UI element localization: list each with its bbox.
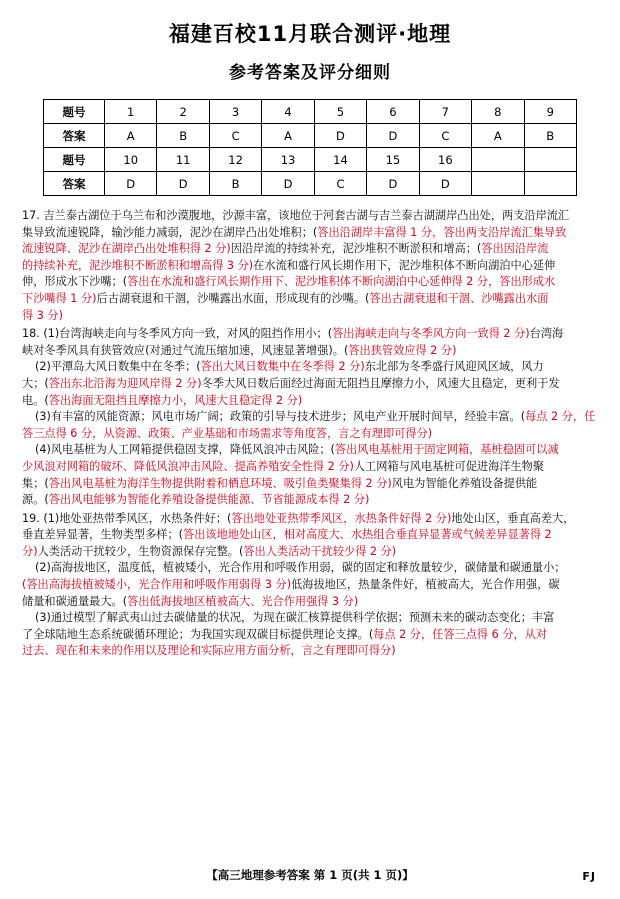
- cell-a-1: A: [105, 124, 157, 148]
- cell-q-1: 1: [105, 100, 157, 124]
- cell-q-12: 12: [209, 148, 261, 172]
- answer-line: [22, 409, 598, 426]
- answer-key-table: [43, 99, 577, 196]
- cell-q-3: 3: [209, 100, 261, 124]
- footer-text: 【高三地理参考答案 第 1 页(共 1 页)】: [206, 868, 414, 882]
- cell-a-16: D: [419, 172, 471, 196]
- page-subtitle: 参考答案及评分细则: [229, 63, 391, 83]
- scoring-note-text: 答出风电能够为智能化养殖设备提供能源、节省能源成本得 2 分): [48, 493, 370, 507]
- page-title: 福建百校11月联合测评·地理: [168, 22, 452, 46]
- scoring-note-text: 得 3 分): [22, 308, 63, 322]
- cell-a-11: D: [157, 172, 209, 196]
- cell-q-2: 2: [157, 100, 209, 124]
- answer-line: [22, 241, 598, 258]
- cell-q-8: 8: [472, 100, 524, 124]
- cell-a-14: C: [314, 172, 366, 196]
- cell-q-5: 5: [314, 100, 366, 124]
- answer-text: 源。(: [22, 493, 49, 507]
- cell-q-7: 7: [419, 100, 471, 124]
- scoring-note-text: 答出人类活动干扰较少得 2 分): [243, 544, 397, 558]
- answer-text: 储量和碳通量最大。(: [22, 594, 128, 608]
- answer-text: 东北部为冬季盛行风迎风区域，风力: [364, 360, 544, 374]
- answer-line: [22, 492, 598, 509]
- answer-text: 因沿岸流的持续补充，泥沙堆积不断淤积和增高；(: [230, 242, 482, 256]
- answer-line: [22, 225, 598, 242]
- scoring-note-text: 答出在水流和盛行风长期作用下、泥沙堆积体不断向湖泊中心延伸得 2 分，答出形成水: [127, 275, 556, 289]
- answer-text: 峡对冬季风具有狭管效应(对通过气流压缩加速，风速显著增强)。(: [22, 343, 349, 357]
- scoring-note-text: 每点 2 分，任: [525, 410, 596, 424]
- row-header-question-2: 题号: [44, 148, 105, 172]
- answer-line: [22, 476, 598, 493]
- answer-text: 台湾海: [529, 327, 564, 341]
- table-row: [44, 148, 577, 172]
- cell-q-10: 10: [105, 148, 157, 172]
- answer-text: 集；(: [22, 476, 49, 490]
- answer-line: [22, 560, 598, 577]
- cell-a-9: B: [524, 124, 577, 148]
- answer-text: (4)风电基桩为人工网箱提供稳固支撑，降低风浪冲击风险；(: [35, 443, 335, 457]
- answers-body: [22, 208, 598, 660]
- answer-text: (3)通过模型了解武夷山过去碳储量的状况，为现在碳汇核算提供科学依据；预测未来的碳动态变化；丰富: [35, 611, 555, 625]
- answer-line: [22, 627, 598, 644]
- answer-line: [22, 459, 598, 476]
- answer-text: 了全球陆地生态系统碳循环理论；为我国实现双碳目标提供理论支撑。(: [22, 627, 374, 641]
- scoring-note-text: 答出大风日数集中在冬季得 2 分): [200, 360, 365, 374]
- answer-line: [22, 291, 598, 308]
- answer-text: 电。(: [22, 393, 49, 407]
- row-header-answer-2: 答案: [44, 172, 105, 196]
- answer-line: [22, 274, 598, 291]
- answer-line: [22, 544, 598, 561]
- answer-text: 在水流和盛行风长期作用下，泥沙堆积体不断向湖泊中心延伸: [253, 258, 556, 272]
- row-header-question-1: 题号: [44, 100, 105, 124]
- table-row: [44, 100, 577, 124]
- scoring-note-text: 答出风电基桩为海洋生物提供附着和栖息环境、吸引鱼类聚集得 2 分): [48, 476, 392, 490]
- cell-q-14: 14: [314, 148, 366, 172]
- table-row: [44, 172, 577, 196]
- answer-text: 低海拔地区，热量条件好，植被高大，光合作用强，碳: [291, 578, 560, 592]
- cell-q-15: 15: [367, 148, 419, 172]
- answer-line: [22, 359, 598, 376]
- cell-a-7: C: [419, 124, 471, 148]
- cell-a-15: D: [367, 172, 419, 196]
- cell-a-4: A: [262, 124, 314, 148]
- scoring-note-text: 答出风电基桩用于固定网箱，基桩稳固可以减: [334, 443, 559, 457]
- answer-text: 19. (1)地处亚热带季风区，水热条件好；(: [22, 511, 232, 525]
- answer-sheet-page: [0, 18, 620, 899]
- answer-line: [22, 208, 598, 225]
- scoring-note-text: 少风浪对网箱的破坏、降低风浪冲击风险、提高养殖安全性得 2 分): [22, 459, 354, 473]
- scoring-note-text: 过去、现在和未来的作用以及理论和实际应用方面分析，言之有理即可得分): [22, 644, 396, 658]
- answer-table-body: [44, 100, 577, 196]
- cell-q-16: 16: [419, 148, 471, 172]
- footer-code: FJ: [582, 870, 596, 883]
- answer-text: 人类活动干扰较少，生物资源保存完整。(: [37, 544, 244, 558]
- answer-text: 集导致流速锐降，输沙能力减弱，泥沙在湖岸凸出处堆积；(: [22, 225, 318, 239]
- scoring-note-text: 答出古湖衰退和干涸、沙嘴露出水面: [369, 291, 549, 305]
- answer-block-q17: [22, 208, 598, 324]
- answer-line: [22, 643, 598, 660]
- answer-line: [22, 393, 598, 410]
- answer-block-q18: [22, 326, 598, 509]
- cell-a-13: D: [262, 172, 314, 196]
- answer-text: 伸，形成水下沙嘴；(: [22, 275, 128, 289]
- answer-line: [22, 594, 598, 611]
- cell-q-6: 6: [367, 100, 419, 124]
- answer-text: 17. 吉兰泰古湖位于乌兰布和沙漠腹地，沙源丰富，该地位于河套古湖与吉兰泰古湖湖岸凸出处，两支沿岸流汇: [22, 209, 570, 222]
- cell-empty-1: [472, 148, 524, 172]
- scoring-note-text: (答出高海拔植被矮小，光合作用和呼吸作用弱得 3 分): [22, 578, 292, 592]
- answer-text: 垂直差异显著，生物类型多样；(: [22, 528, 183, 542]
- cell-empty-2: [524, 148, 577, 172]
- answer-line: [22, 258, 598, 275]
- answer-line: [22, 610, 598, 627]
- cell-a-6: D: [367, 124, 419, 148]
- answer-line: [22, 577, 598, 594]
- answer-text: (2)高海拔地区，温度低，植被矮小，光合作用和呼吸作用弱，碳的固定和释放量较少，碳储量和碳通量小；: [35, 561, 566, 575]
- scoring-note-text: 答出因沿岸流: [481, 242, 549, 256]
- scoring-note-text: 答出沿湖岸丰富得 1 分，答出两支沿岸流汇集导致: [317, 225, 567, 239]
- cell-q-13: 13: [262, 148, 314, 172]
- cell-a-12: B: [209, 172, 261, 196]
- answer-text: (3)有丰富的风能资源；风电市场广阔；政策的引导与技术进步；风电产业开展时间早，经验丰富。(: [35, 410, 526, 424]
- scoring-note-text: 答出海峡走向与冬季风方向一致得 2 分): [332, 327, 530, 341]
- scoring-note-text: 每点 2 分，任答三点得 6 分，从对: [373, 627, 548, 641]
- scoring-note-text: 答出狭管效应得 2 分): [348, 343, 457, 357]
- answer-line: [22, 343, 598, 360]
- answer-text: 后古湖衰退和干涸，沙嘴露出水面，形成现有的沙嘴。(: [96, 291, 370, 305]
- answer-text: 人工网箱与风电基桩可促进海洋生物聚: [353, 459, 545, 473]
- cell-empty-4: [524, 172, 577, 196]
- answer-line: [22, 426, 598, 443]
- scoring-note-text: 答三点得 6 分，从资源、政策、产业基础和市场需求等角度答，言之有理即可得分): [22, 426, 433, 440]
- answer-line: [22, 308, 598, 325]
- answer-line: [22, 442, 598, 459]
- answer-text: 冬季大风日数后面经过海面无阻挡且摩擦力小，风速大且稳定，更利于发: [201, 376, 560, 390]
- answer-block-q19: [22, 511, 598, 660]
- cell-a-2: B: [157, 124, 209, 148]
- cell-a-8: A: [472, 124, 524, 148]
- scoring-note-text: 答出该地地处山区，相对高度大、水热组合垂直异显著或气候差异显著得 2: [183, 528, 552, 542]
- cell-a-10: D: [105, 172, 157, 196]
- cell-q-4: 4: [262, 100, 314, 124]
- scoring-note-text: 的持续补充，泥沙堆积不断淤积和增高得 3 分): [22, 258, 254, 272]
- scoring-note-text: 答出地处亚热带季风区，水热条件好得 2 分): [231, 511, 452, 525]
- answer-line: [22, 376, 598, 393]
- cell-a-5: D: [314, 124, 366, 148]
- scoring-note-text: 下沙嘴得 1 分): [22, 291, 97, 305]
- answer-text: 18. (1)台湾海峡走向与冬季风方向一致，对风的阻挡作用小；(: [22, 327, 333, 341]
- answer-text: (2)平潭岛大风日数集中在冬季；(: [35, 360, 201, 374]
- answer-line: [22, 326, 598, 343]
- table-row: [44, 124, 577, 148]
- cell-q-9: 9: [524, 100, 577, 124]
- scoring-note-text: 流速锐降、泥沙在湖岸凸出处堆积得 2 分): [22, 242, 231, 256]
- scoring-note-text: 答出海面无阻挡且摩擦力小，风速大且稳定得 2 分): [48, 393, 303, 407]
- answer-text: 风电为智能化养殖设备提供能: [391, 476, 538, 490]
- scoring-note-text: 分): [22, 544, 38, 558]
- scoring-note-text: 答出低海拔地区植被高大、光合作用强得 3 分): [127, 594, 359, 608]
- cell-q-11: 11: [157, 148, 209, 172]
- answer-table-wrapper: [22, 99, 598, 196]
- row-header-answer-1: 答案: [44, 124, 105, 148]
- answer-text: 大；(: [22, 376, 49, 390]
- cell-a-3: C: [209, 124, 261, 148]
- scoring-note-text: 答出东北沿海为迎风岸得 2 分): [48, 376, 202, 390]
- answer-line: [22, 527, 598, 544]
- answer-line: [22, 511, 598, 528]
- cell-empty-3: [472, 172, 524, 196]
- answer-text: 地处山区，垂直高差大，: [451, 511, 575, 525]
